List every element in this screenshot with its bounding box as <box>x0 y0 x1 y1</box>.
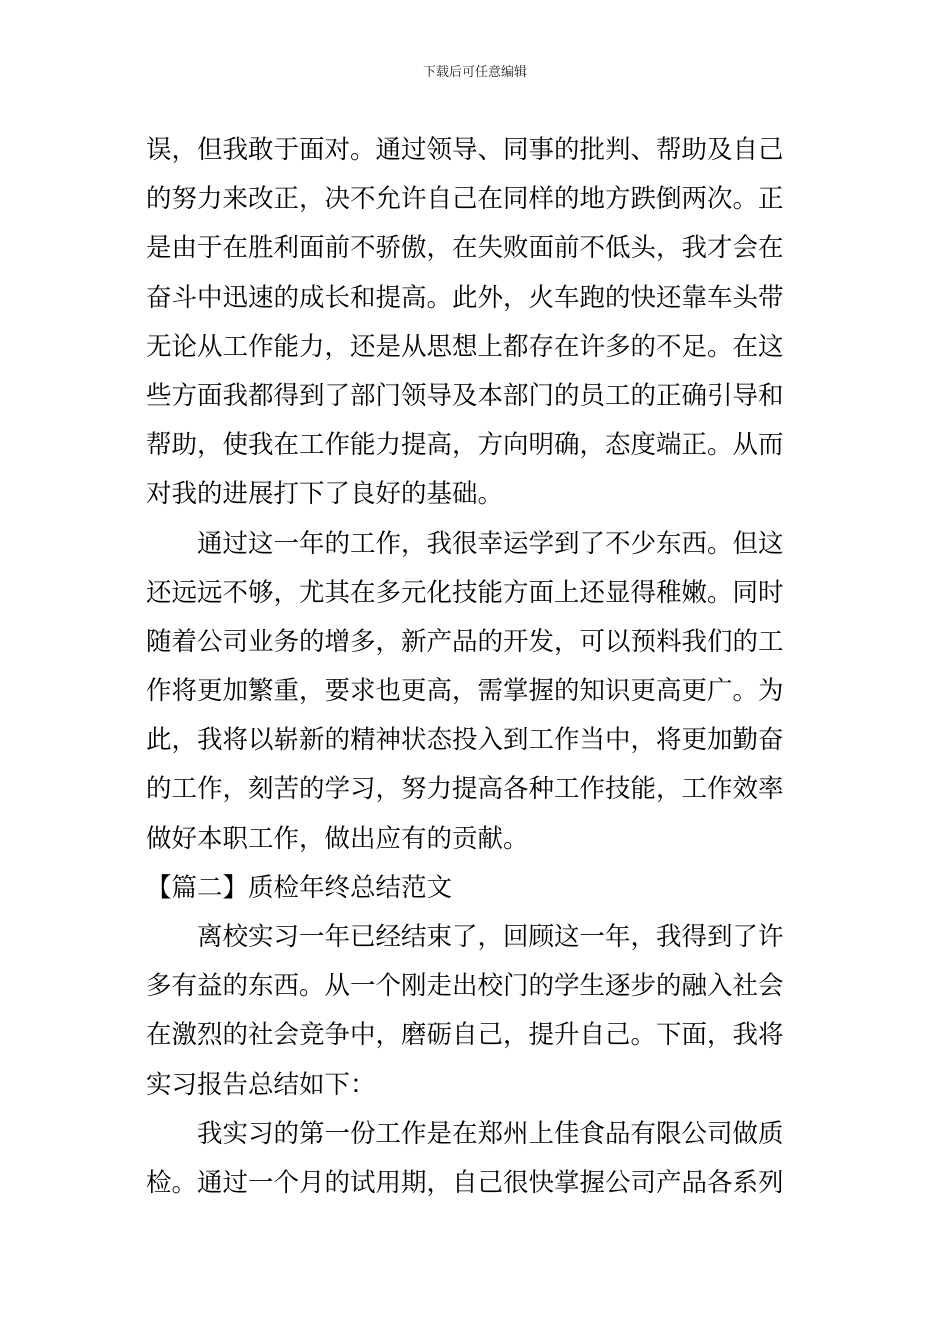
paragraph-line: 作将更加繁重，要求也更高，需掌握的知识更高更广。为 <box>146 676 784 707</box>
paragraph-line: 通过这一年的工作，我很幸运学到了不少东西。但这 <box>197 528 784 559</box>
paragraph-line: 帮助，使我在工作能力提高，方向明确，态度端正。从而 <box>146 430 784 461</box>
paragraph-line: 实习报告总结如下： <box>146 1069 376 1100</box>
paragraph-line: 些方面我都得到了部门领导及本部门的员工的正确引导和 <box>146 380 784 411</box>
paragraph-line: 是由于在胜利面前不骄傲，在失败面前不低头，我才会在 <box>146 233 784 264</box>
paragraph-line: 还远远不够，尤其在多元化技能方面上还显得稚嫩。同时 <box>146 577 784 608</box>
paragraph-line: 在激烈的社会竞争中，磨砺自己，提升自己。下面，我将 <box>146 1020 784 1051</box>
section-heading: 【篇二】质检年终总结范文 <box>146 872 453 903</box>
paragraph-line: 做好本职工作，做出应有的贡献。 <box>146 823 529 854</box>
paragraph-line: 误，但我敢于面对。通过领导、同事的批判、帮助及自己 <box>146 135 784 165</box>
paragraph-line: 此，我将以崭新的精神状态投入到工作当中，将更加勤奋 <box>146 725 784 756</box>
paragraph-line: 对我的进展打下了良好的基础。 <box>146 479 504 510</box>
paragraph-line: 我实习的第一份工作是在郑州上佳食品有限公司做质 <box>197 1118 784 1149</box>
document-body <box>146 126 808 1208</box>
paragraph-line: 随着公司业务的增多，新产品的开发，可以预料我们的工 <box>146 626 784 657</box>
paragraph-line: 检。通过一个月的试用期，自己很快掌握公司产品各系列 <box>146 1167 784 1198</box>
paragraph-line: 无论从工作能力，还是从思想上都存在许多的不足。在这 <box>146 331 784 362</box>
paragraph-line: 多有益的东西。从一个刚走出校门的学生逐步的融入社会 <box>146 971 784 1002</box>
paragraph-line: 奋斗中迅速的成长和提高。此外，火车跑的快还靠车头带 <box>146 282 784 313</box>
paragraph-line: 离校实习一年已经结束了，回顾这一年，我得到了许 <box>197 922 784 952</box>
paragraph-line: 的工作，刻苦的学习，努力提高各种工作技能，工作效率 <box>146 774 784 805</box>
paragraph-line: 的努力来改正，决不允许自己在同样的地方跌倒两次。正 <box>146 184 784 215</box>
page-header: 下载后可任意编辑 <box>422 65 527 80</box>
